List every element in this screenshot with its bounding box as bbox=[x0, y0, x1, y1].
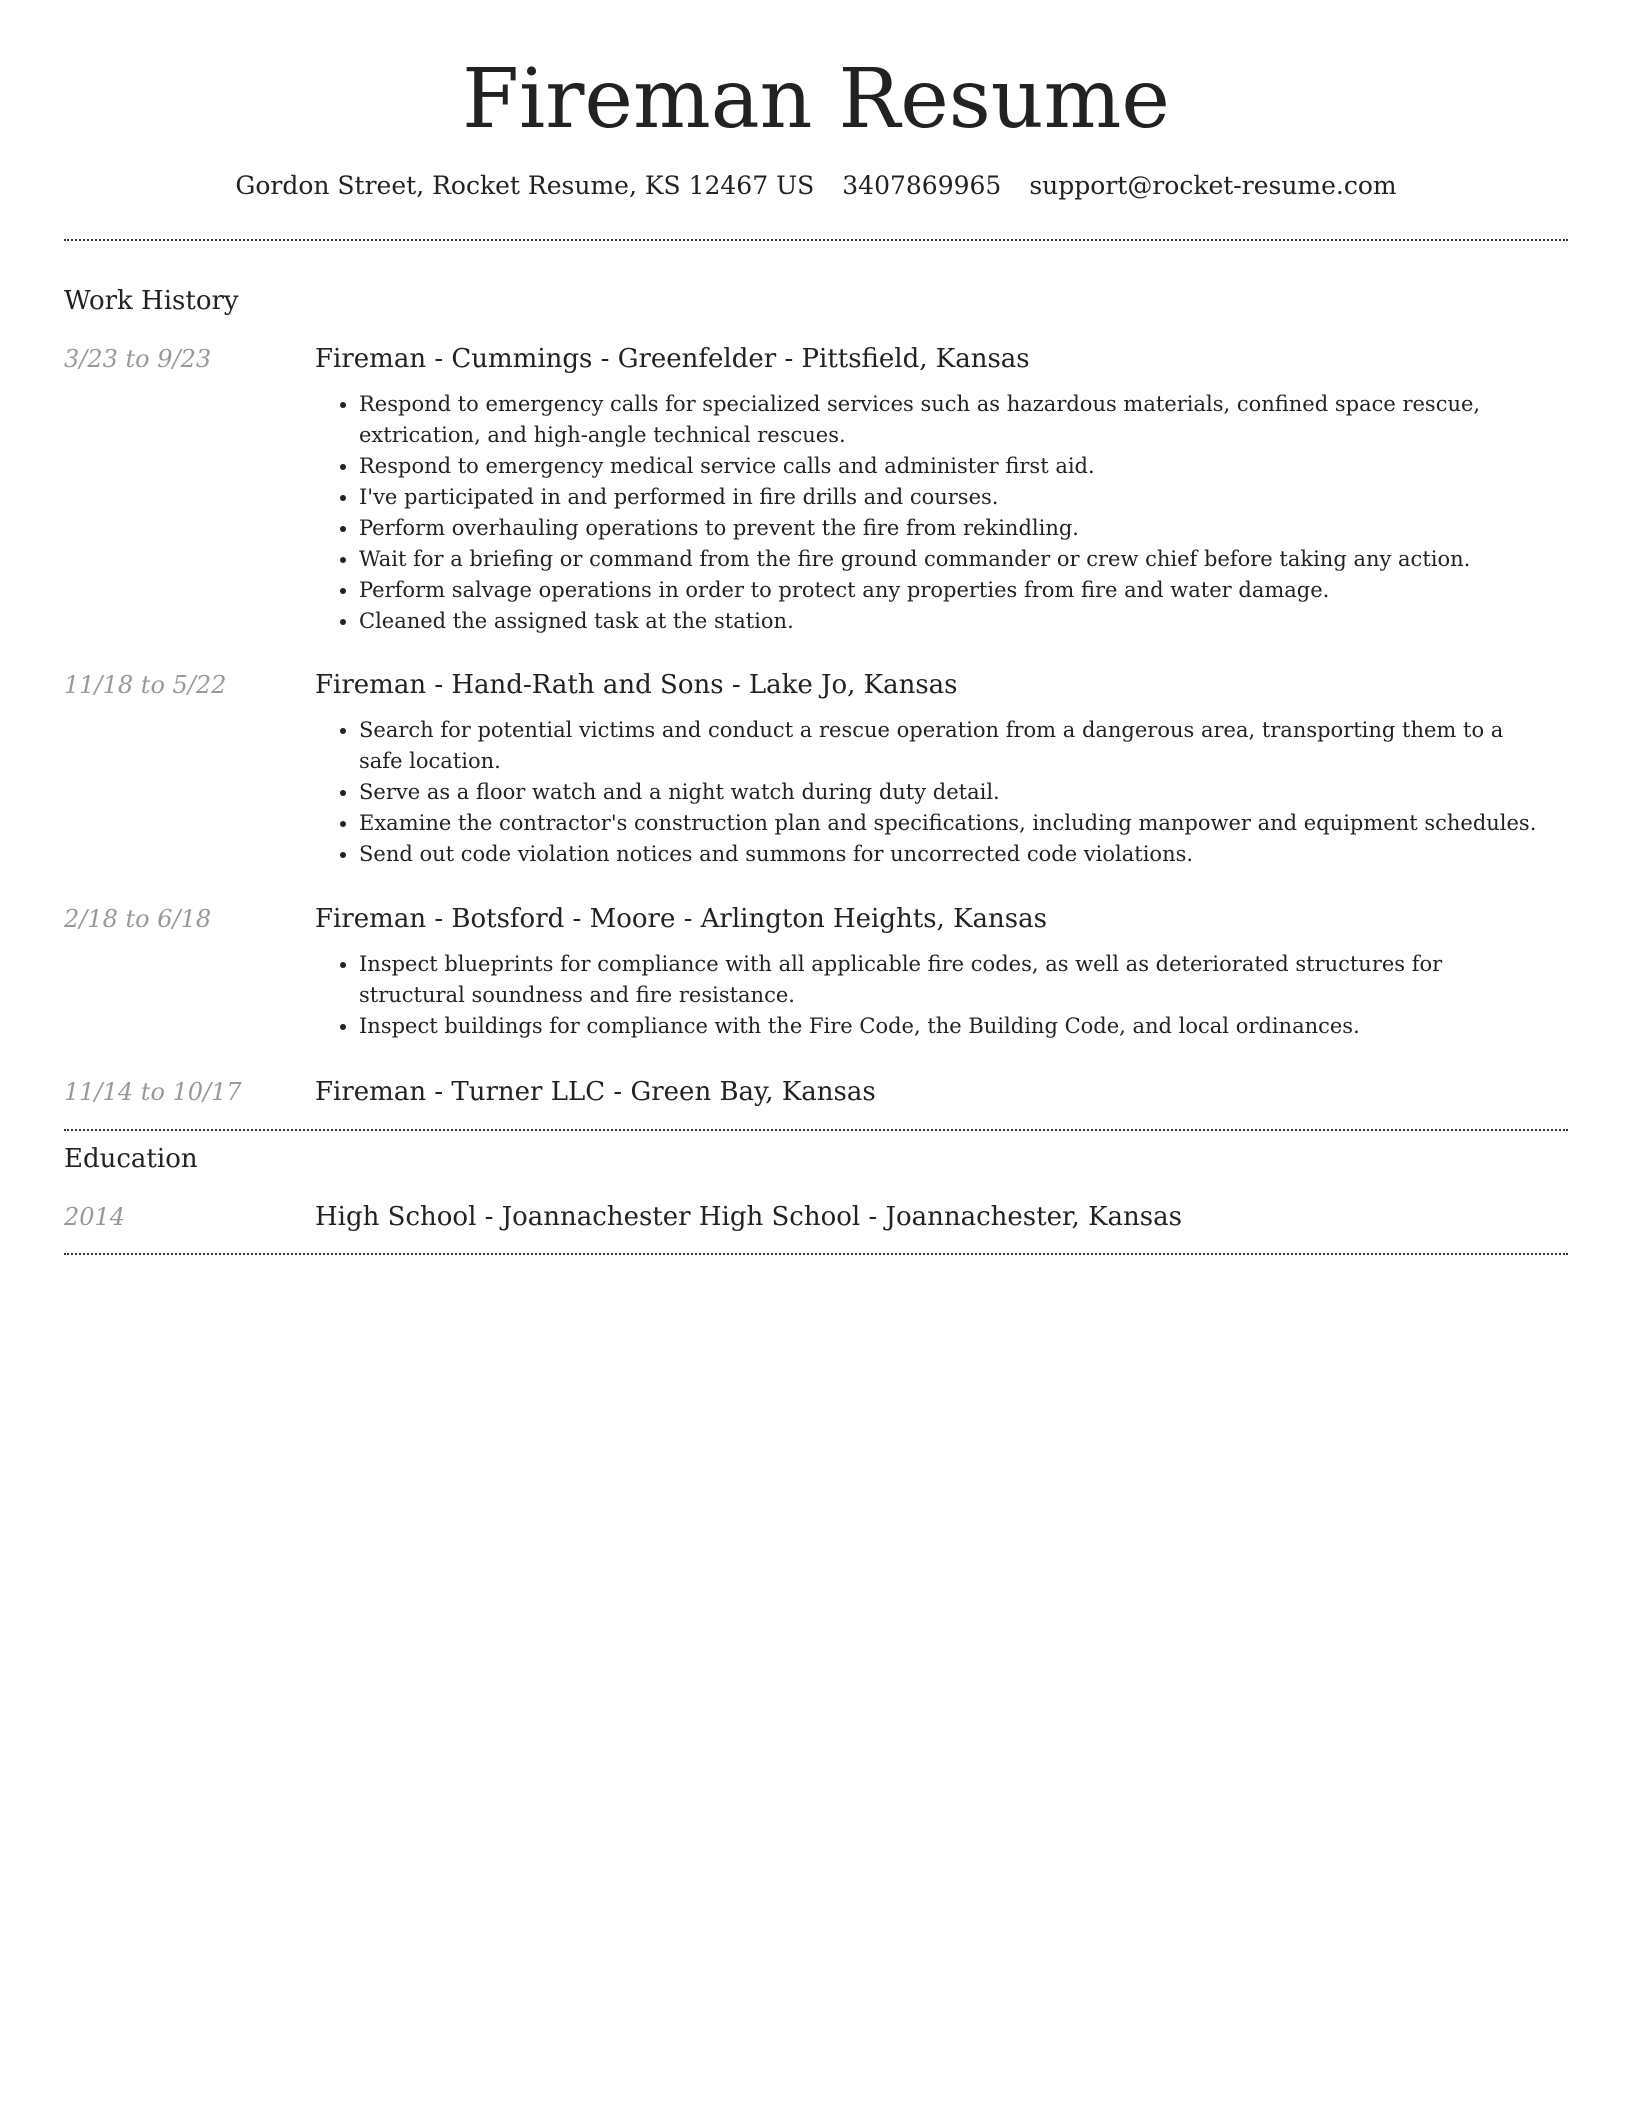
resume-title: Fireman Resume bbox=[462, 52, 1170, 147]
contact-address: Gordon Street, Rocket Resume, KS 12467 US bbox=[235, 171, 815, 200]
work-history-heading: Work History bbox=[64, 286, 239, 316]
work-entry bbox=[64, 1074, 1568, 1110]
bullet-item: • Send out code violation notices and summons for uncorrected code violations. bbox=[359, 839, 1568, 870]
work-entry-date: 2/18 to 6/18 bbox=[64, 905, 212, 933]
bullet-item: • Wait for a briefing or command from the fire ground commander or crew chief before taking any action. bbox=[359, 544, 1568, 575]
work-entry bbox=[64, 901, 1568, 1042]
bullet-item: • Inspect blueprints for compliance with all applicable fire codes, as well as deteriorated structures for structural soundness and fire resistance. bbox=[359, 949, 1568, 1011]
education-entry-body bbox=[315, 1199, 1568, 1235]
bullet-item: • Respond to emergency calls for specialized services such as hazardous materials, confined space rescue, extrication, and high-angle technical rescues. bbox=[359, 389, 1568, 451]
work-entry-body bbox=[315, 667, 1568, 870]
contact-phone: 3407869965 bbox=[842, 171, 1002, 200]
work-entry-body bbox=[315, 1074, 1568, 1110]
work-entry-bullets bbox=[315, 389, 1568, 637]
contact-email: support@rocket-resume.com bbox=[1029, 171, 1397, 200]
education-entry-date: 2014 bbox=[64, 1203, 126, 1231]
work-entry-date: 11/18 to 5/22 bbox=[64, 671, 227, 699]
work-entry-title: Fireman - Hand-Rath and Sons - Lake Jo, Kansas bbox=[315, 670, 958, 700]
work-entry bbox=[64, 667, 1568, 870]
resume-page bbox=[64, 0, 1568, 1255]
header-divider bbox=[64, 239, 1568, 241]
work-entry-date: 11/14 to 10/17 bbox=[64, 1078, 242, 1106]
work-entry-bullets bbox=[315, 949, 1568, 1042]
work-entry-bullets bbox=[315, 715, 1568, 870]
bullet-item: • Perform salvage operations in order to protect any properties from fire and water damage. bbox=[359, 575, 1568, 606]
work-entry-body bbox=[315, 901, 1568, 1042]
contact-info bbox=[64, 169, 1568, 203]
bottom-divider bbox=[64, 1253, 1568, 1255]
bullet-item: • Perform overhauling operations to prevent the fire from rekindling. bbox=[359, 513, 1568, 544]
bullet-item: • Cleaned the assigned task at the station. bbox=[359, 606, 1568, 637]
education-heading: Education bbox=[64, 1144, 198, 1174]
work-entry-date: 3/23 to 9/23 bbox=[64, 345, 212, 373]
bullet-item: • Examine the contractor's construction plan and specifications, including manpower and equipment schedules. bbox=[359, 808, 1568, 839]
work-entry-title: Fireman - Turner LLC - Green Bay, Kansas bbox=[315, 1077, 876, 1107]
section-divider bbox=[64, 1129, 1568, 1131]
work-entry-title: Fireman - Botsford - Moore - Arlington Heights, Kansas bbox=[315, 904, 1047, 934]
work-entry-body bbox=[315, 341, 1568, 637]
work-entry-title: Fireman - Cummings - Greenfelder - Pittsfield, Kansas bbox=[315, 344, 1030, 374]
work-entry bbox=[64, 341, 1568, 637]
education-entry-title: High School - Joannachester High School - Joannachester, Kansas bbox=[315, 1202, 1182, 1232]
bullet-item: • Respond to emergency medical service calls and administer first aid. bbox=[359, 451, 1568, 482]
education-entry bbox=[64, 1199, 1568, 1235]
bullet-item: • Inspect buildings for compliance with the Fire Code, the Building Code, and local ordinances. bbox=[359, 1011, 1568, 1042]
bullet-item: • Serve as a floor watch and a night watch during duty detail. bbox=[359, 777, 1568, 808]
bullet-item: • Search for potential victims and conduct a rescue operation from a dangerous area, transporting them to a safe location. bbox=[359, 715, 1568, 777]
bullet-item: • I've participated in and performed in fire drills and courses. bbox=[359, 482, 1568, 513]
